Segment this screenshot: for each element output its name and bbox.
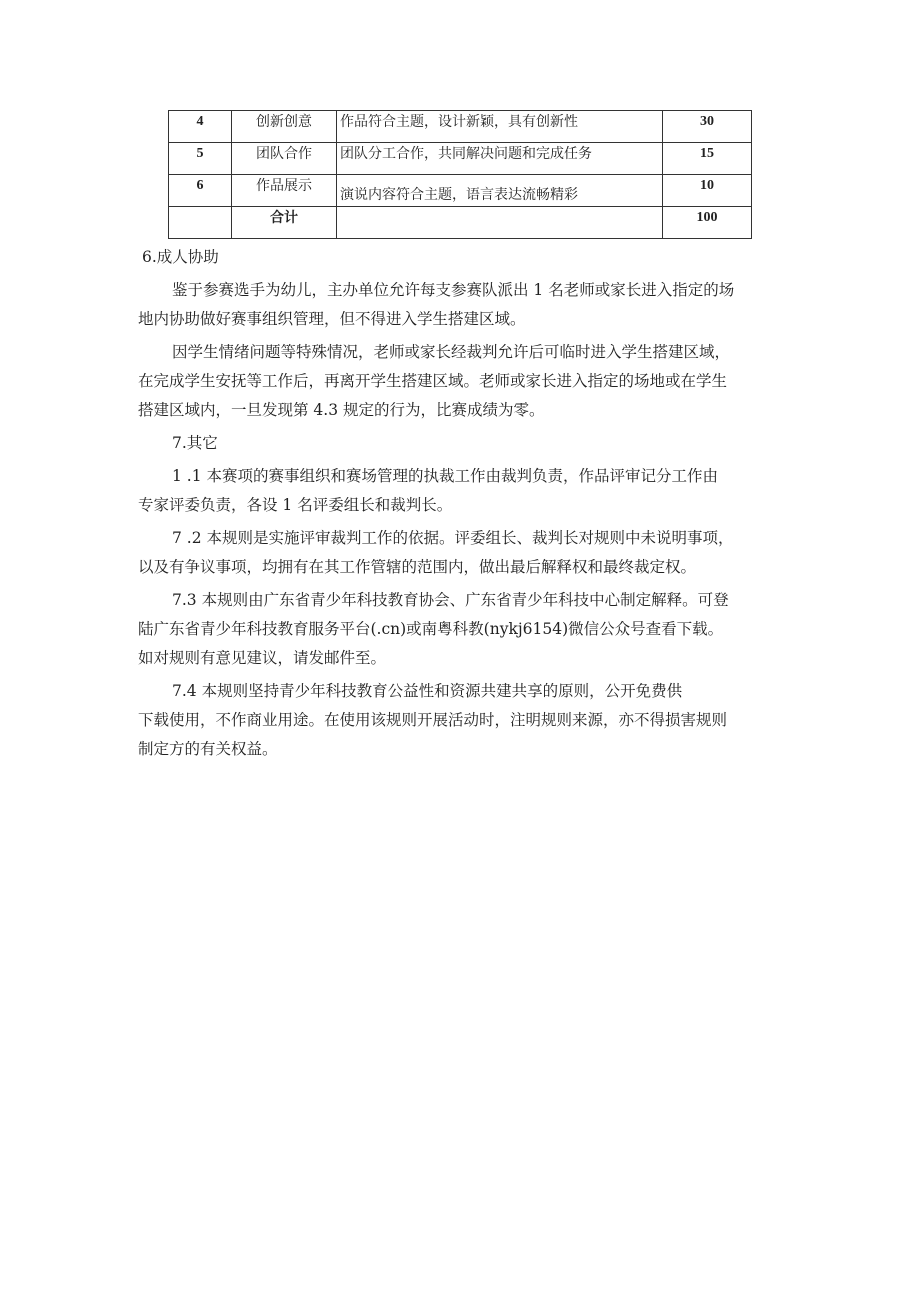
table-row: [169, 143, 752, 175]
paragraph-line: 以及有争议事项，均拥有在其工作管辖的范围内，做出最后解释权和最终裁定权。: [138, 558, 697, 576]
row-number-empty: [169, 207, 232, 239]
row-item: 作品展示: [232, 175, 337, 207]
row-description: 演说内容符合主题，语言表达流畅精彩: [337, 175, 663, 207]
paragraph-line: 在完成学生安抚等工作后，再离开学生搭建区域。老师或家长进入指定的场地或在学生: [138, 372, 728, 390]
row-item: 创新创意: [232, 111, 337, 143]
paragraph-line: 专家评委负责，各设 1 名评委组长和裁判长。: [138, 496, 453, 514]
table-total-row: [169, 207, 752, 239]
table-row: [169, 111, 752, 143]
paragraph-line: 7 .2 本规则是实施评审裁判工作的依据。评委组长、裁判长对规则中未说明事项，: [172, 529, 734, 547]
row-number: 5: [169, 143, 232, 175]
scoring-table: [168, 110, 752, 239]
row-description-empty: [337, 207, 663, 239]
total-score: 100: [663, 207, 752, 239]
row-score: 30: [663, 111, 752, 143]
table-row: [169, 175, 752, 207]
row-number: 6: [169, 175, 232, 207]
paragraph-line: 陆广东省青少年科技教育服务平台(.cn)或南粤科教(nykj6154)微信公众号查看下载。: [138, 620, 724, 638]
body-text: [138, 243, 798, 764]
paragraph-line: 7.4 本规则坚持青少年科技教育公益性和资源共建共享的原则，公开免费供: [172, 682, 683, 700]
row-description: 团队分工合作，共同解决问题和完成任务: [337, 143, 663, 175]
section-7-heading: 7.其它: [172, 434, 218, 452]
row-number: 4: [169, 111, 232, 143]
paragraph-line: 7.3 本规则由广东省青少年科技教育协会、广东省青少年科技中心制定解释。可登: [172, 591, 729, 609]
row-score: 10: [663, 175, 752, 207]
paragraph-line: 搭建区域内，一旦发现第 4.3 规定的行为，比赛成绩为零。: [138, 401, 545, 419]
paragraph-line: 因学生情绪问题等特殊情况，老师或家长经裁判允许后可临时进入学生搭建区域，: [172, 343, 731, 361]
paragraph-line: 下载使用，不作商业用途。在使用该规则开展活动时，注明规则来源，亦不得损害规则: [138, 711, 728, 729]
total-label: 合计: [232, 207, 337, 239]
paragraph-line: 地内协助做好赛事组织管理，但不得进入学生搭建区域。: [138, 310, 526, 328]
row-item: 团队合作: [232, 143, 337, 175]
paragraph-line: 鉴于参赛选手为幼儿，主办单位允许每支参赛队派出 1 名老师或家长进入指定的场: [172, 281, 735, 299]
paragraph-line: 制定方的有关权益。: [138, 740, 278, 758]
row-score: 15: [663, 143, 752, 175]
paragraph-line: 1 .1 本赛项的赛事组织和赛场管理的执裁工作由裁判负责，作品评审记分工作由: [172, 467, 719, 485]
row-description: 作品符合主题，设计新颖，具有创新性: [337, 111, 663, 143]
section-6-heading: 6.成人协助: [142, 248, 219, 266]
paragraph-line: 如对规则有意见建议，请发邮件至。: [138, 649, 387, 667]
